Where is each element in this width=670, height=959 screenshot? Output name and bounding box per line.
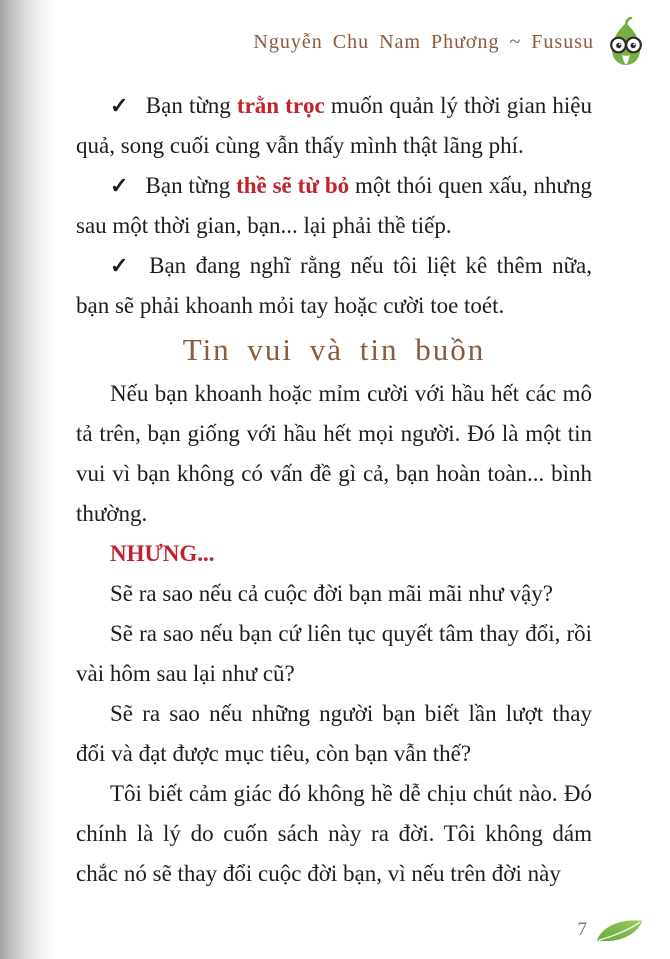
section-title: Tin vui và tin buồn	[182, 332, 486, 367]
fususu-seed-mascot-icon	[604, 17, 648, 67]
checkmark-icon: ✓	[110, 93, 129, 118]
checklist-item	[76, 166, 592, 246]
bullet-text: muốn quản lý thời gian hiệu quả, song cuối cùng vẫn thấy mình thật lãng phí.	[76, 93, 592, 158]
bullet-text: Bạn từng	[145, 173, 237, 198]
bullet-text: Bạn từng	[145, 93, 237, 118]
paragraph-intro: Nếu bạn khoanh hoặc mỉm cười với hầu hết các mô tả trên, bạn giống với hầu hết mọi người. Đó là một tin vui vì bạn không có vấn đề gì cả, bạn hoàn toàn... bình thường.	[76, 381, 592, 526]
page-header	[0, 0, 670, 70]
question-paragraph: Sẽ ra sao nếu cả cuộc đời bạn mãi mãi như vậy?	[110, 581, 553, 606]
question-paragraph: Sẽ ra sao nếu bạn cứ liên tục quyết tâm thay đổi, rồi vài hôm sau lại như cũ?	[76, 621, 592, 686]
leaf-icon	[596, 916, 644, 943]
checkmark-icon: ✓	[110, 173, 129, 198]
paragraph-closing: Tôi biết cảm giác đó không hề dễ chịu chút nào. Đó chính là lý do cuốn sách này ra đời. Tôi không dám chắc nó sẽ thay đổi cuộc đời bạn, vì nếu trên đời này	[76, 781, 592, 886]
bullet-highlight: thề sẽ từ bỏ	[236, 173, 350, 198]
checkmark-icon: ✓	[110, 253, 133, 278]
checklist-item	[76, 246, 592, 326]
bullet-highlight: trằn trọc	[236, 93, 325, 118]
bullet-text: Bạn đang nghĩ rằng nếu tôi liệt kê thêm nữa, bạn sẽ phải khoanh mỏi tay hoặc cười toe toét.	[76, 253, 592, 318]
bullet-text: một thói quen xấu, nhưng sau một thời gian, bạn... lại phải thề tiếp.	[76, 173, 592, 238]
question-paragraph: Sẽ ra sao nếu những người bạn biết lần lượt thay đổi và đạt được mục tiêu, còn bạn vẫn thế?	[76, 701, 592, 766]
page-number: 7	[577, 918, 587, 940]
emphasis-nhung: NHƯNG...	[110, 541, 215, 566]
page-content	[0, 70, 670, 894]
author-name: Nguyễn Chu Nam Phương ~ Fususu	[253, 30, 594, 53]
checklist-item	[76, 86, 592, 166]
page-footer	[578, 916, 645, 943]
